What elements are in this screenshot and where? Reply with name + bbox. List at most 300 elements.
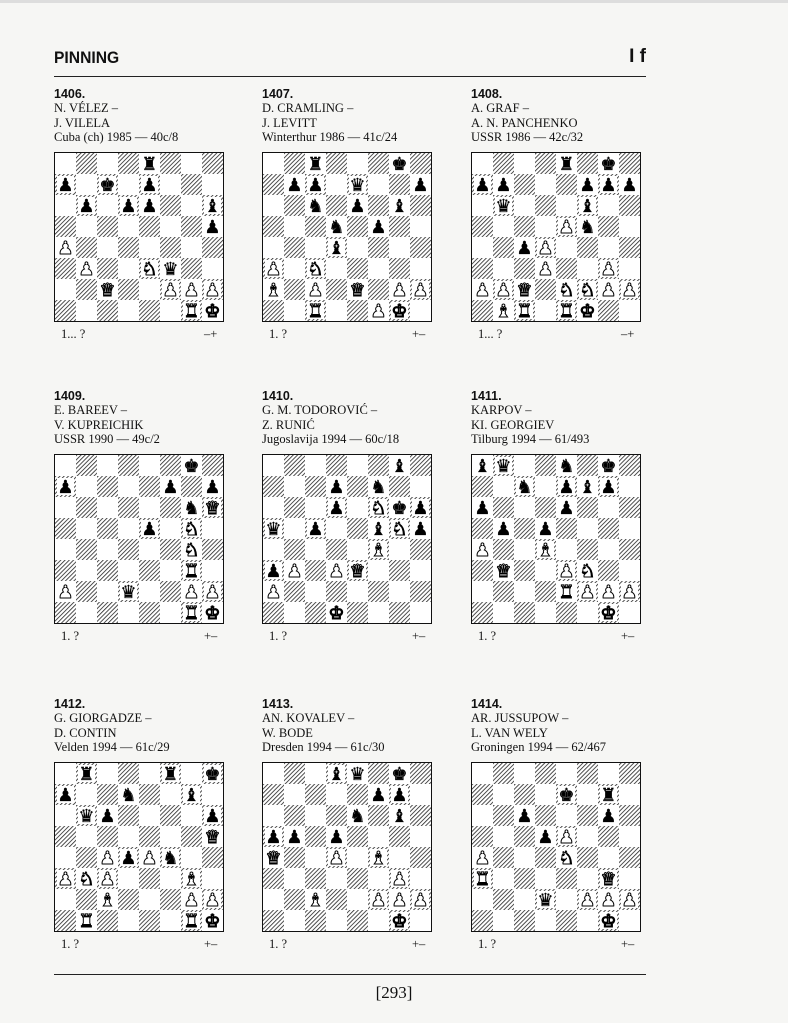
light-square	[263, 497, 284, 518]
dark-square	[55, 518, 76, 539]
dark-square	[410, 237, 431, 258]
black-knight-icon: ♞	[328, 217, 345, 238]
dark-square	[535, 279, 556, 300]
white-pawn-icon: ♟	[57, 238, 74, 259]
white-knight-icon: ♞	[183, 519, 200, 540]
dark-square	[514, 560, 535, 581]
dark-square	[577, 847, 598, 868]
black-pawn-icon: ♟	[120, 848, 137, 869]
black-player: Z. RUNIĆ	[262, 417, 315, 432]
white-knight-icon: ♞	[307, 259, 324, 280]
black-queen-icon: ♛	[537, 890, 554, 911]
black-bishop-icon: ♝	[328, 238, 345, 259]
light-square	[284, 868, 305, 889]
dark-square	[181, 476, 202, 497]
light-square	[97, 237, 118, 258]
light-square	[76, 216, 97, 237]
chess-board	[262, 152, 432, 322]
dark-square	[619, 153, 640, 174]
light-square	[76, 602, 97, 623]
white-player: N. VÉLEZ –	[54, 101, 118, 115]
dark-square	[326, 581, 347, 602]
white-knight-icon: ♞	[141, 259, 158, 280]
light-square	[305, 455, 326, 476]
white-queen-icon: ♛	[349, 280, 366, 301]
event-source: Velden 1994 — 61c/29	[54, 740, 170, 754]
dark-square	[97, 560, 118, 581]
white-queen-icon: ♛	[204, 498, 221, 519]
black-rook-icon: ♜	[141, 154, 158, 175]
black-queen-icon: ♛	[349, 175, 366, 196]
black-rook-icon: ♜	[78, 764, 95, 785]
white-pawn-icon: ♟	[621, 582, 638, 603]
white-pawn-icon: ♟	[162, 280, 179, 301]
black-player: KI. GEORGIEV	[471, 417, 555, 432]
event-source: USSR 1990 — 49c/2	[54, 432, 160, 446]
light-square	[97, 497, 118, 518]
event-source: Tilburg 1994 — 61/493	[471, 432, 590, 446]
white-pawn-icon: ♟	[579, 582, 596, 603]
black-player: V. KUPREICHIK	[54, 417, 144, 432]
white-pawn-icon: ♟	[78, 259, 95, 280]
white-rook-icon: ♜	[307, 301, 324, 321]
white-player: D. CRAMLING –	[262, 101, 354, 115]
black-pawn-icon: ♟	[558, 477, 575, 498]
white-pawn-icon: ♟	[474, 848, 491, 869]
dark-square	[410, 195, 431, 216]
chess-problem	[471, 87, 641, 341]
board-svg	[472, 153, 640, 321]
dark-square	[97, 826, 118, 847]
dark-square	[514, 258, 535, 279]
light-square	[55, 497, 76, 518]
black-pawn-icon: ♟	[286, 827, 303, 848]
board-svg	[263, 763, 431, 931]
light-square	[368, 602, 389, 623]
light-square	[472, 889, 493, 910]
dark-square	[139, 910, 160, 931]
dark-square	[598, 300, 619, 321]
light-square	[97, 153, 118, 174]
chess-board	[471, 152, 641, 322]
light-square	[514, 581, 535, 602]
section-title: PINNING	[54, 48, 120, 67]
white-pawn-icon: ♟	[412, 890, 429, 911]
dark-square	[514, 602, 535, 623]
dark-square	[535, 153, 556, 174]
light-square	[472, 581, 493, 602]
white-knight-icon: ♞	[579, 561, 596, 582]
task-prompt: 1. ?	[478, 629, 497, 643]
white-knight-icon: ♞	[579, 280, 596, 301]
dark-square	[619, 497, 640, 518]
black-pawn-icon: ♟	[57, 175, 74, 196]
light-square	[472, 805, 493, 826]
dark-square	[160, 581, 181, 602]
black-bishop-icon: ♝	[391, 196, 408, 217]
light-square	[263, 763, 284, 784]
white-king-icon: ♚	[204, 911, 221, 931]
white-king-icon: ♚	[600, 603, 617, 623]
light-square	[97, 455, 118, 476]
black-pawn-icon: ♟	[328, 827, 345, 848]
black-pawn-icon: ♟	[120, 196, 137, 217]
white-pawn-icon: ♟	[537, 238, 554, 259]
task-prompt: 1... ?	[61, 327, 86, 341]
dark-square	[118, 153, 139, 174]
task-prompt: 1. ?	[269, 629, 288, 643]
dark-square	[556, 258, 577, 279]
black-queen-icon: ♛	[265, 519, 282, 540]
light-square	[389, 237, 410, 258]
light-square	[326, 868, 347, 889]
chess-board	[262, 454, 432, 624]
light-square	[160, 300, 181, 321]
light-square	[514, 195, 535, 216]
dark-square	[577, 455, 598, 476]
light-square	[410, 910, 431, 931]
dark-square	[284, 237, 305, 258]
white-pawn-icon: ♟	[57, 582, 74, 603]
white-king-icon: ♚	[579, 301, 596, 321]
dark-square	[139, 300, 160, 321]
dark-square	[410, 153, 431, 174]
task-prompt: 1. ?	[478, 937, 497, 951]
light-square	[305, 581, 326, 602]
result-evaluation: +–	[412, 937, 426, 951]
task-prompt: 1. ?	[269, 937, 288, 951]
light-square	[619, 910, 640, 931]
black-pawn-icon: ♟	[99, 806, 116, 827]
problem-number: 1413.	[262, 697, 294, 711]
light-square	[410, 216, 431, 237]
chess-problem	[471, 697, 641, 951]
light-square	[284, 784, 305, 805]
light-square	[118, 826, 139, 847]
black-pawn-icon: ♟	[349, 196, 366, 217]
light-square	[619, 300, 640, 321]
light-square	[347, 455, 368, 476]
dark-square	[284, 455, 305, 476]
dark-square	[389, 826, 410, 847]
white-rook-icon: ♜	[78, 911, 95, 931]
board-svg	[263, 153, 431, 321]
light-square	[598, 195, 619, 216]
dark-square	[493, 581, 514, 602]
light-square	[493, 216, 514, 237]
event-source: Winterthur 1986 — 41c/24	[262, 130, 398, 144]
dark-square	[389, 476, 410, 497]
white-pawn-icon: ♟	[600, 280, 617, 301]
light-square	[514, 497, 535, 518]
white-pawn-icon: ♟	[558, 827, 575, 848]
dark-square	[556, 174, 577, 195]
light-square	[202, 518, 223, 539]
light-square	[263, 889, 284, 910]
dark-square	[493, 763, 514, 784]
dark-square	[556, 602, 577, 623]
header-rule	[54, 76, 646, 77]
light-square	[389, 539, 410, 560]
dark-square	[556, 868, 577, 889]
dark-square	[284, 847, 305, 868]
dark-square	[76, 455, 97, 476]
dark-square	[577, 497, 598, 518]
black-pawn-icon: ♟	[600, 477, 617, 498]
dark-square	[160, 805, 181, 826]
light-square	[263, 153, 284, 174]
light-square	[368, 258, 389, 279]
dark-square	[305, 826, 326, 847]
light-square	[202, 174, 223, 195]
light-square	[410, 784, 431, 805]
problem-number: 1409.	[54, 389, 86, 403]
footer-rule	[54, 974, 646, 975]
light-square	[284, 910, 305, 931]
white-pawn-icon: ♟	[204, 582, 221, 603]
light-square	[139, 279, 160, 300]
black-pawn-icon: ♟	[579, 175, 596, 196]
light-square	[472, 237, 493, 258]
event-source: Jugoslavija 1994 — 60c/18	[262, 432, 400, 446]
black-pawn-icon: ♟	[78, 196, 95, 217]
black-player: A. N. PANCHENKO	[471, 115, 578, 130]
white-queen-icon: ♛	[265, 848, 282, 869]
dark-square	[577, 805, 598, 826]
light-square	[305, 497, 326, 518]
black-knight-icon: ♞	[516, 477, 533, 498]
dark-square	[619, 805, 640, 826]
light-square	[535, 174, 556, 195]
dark-square	[263, 216, 284, 237]
white-pawn-icon: ♟	[99, 869, 116, 890]
chess-problem	[262, 87, 432, 341]
black-king-icon: ♚	[183, 456, 200, 477]
light-square	[577, 518, 598, 539]
black-pawn-icon: ♟	[307, 175, 324, 196]
dark-square	[368, 455, 389, 476]
dark-square	[97, 216, 118, 237]
light-square	[263, 455, 284, 476]
black-player: J. VILELA	[54, 115, 111, 130]
light-square	[535, 300, 556, 321]
white-pawn-icon: ♟	[286, 561, 303, 582]
white-pawn-icon: ♟	[600, 259, 617, 280]
black-bishop-icon: ♝	[204, 196, 221, 217]
dark-square	[326, 153, 347, 174]
dark-square	[326, 889, 347, 910]
dark-square	[514, 868, 535, 889]
result-evaluation: –+	[621, 327, 635, 341]
black-pawn-icon: ♟	[141, 196, 158, 217]
dark-square	[181, 216, 202, 237]
light-square	[493, 910, 514, 931]
dark-square	[202, 237, 223, 258]
chess-problem	[54, 389, 224, 643]
dark-square	[160, 153, 181, 174]
result-evaluation: +–	[412, 327, 426, 341]
light-square	[514, 889, 535, 910]
white-pawn-icon: ♟	[141, 848, 158, 869]
board-svg	[263, 455, 431, 623]
dark-square	[556, 518, 577, 539]
light-square	[55, 279, 76, 300]
light-square	[118, 174, 139, 195]
white-pawn-icon: ♟	[391, 280, 408, 301]
light-square	[305, 847, 326, 868]
dark-square	[160, 195, 181, 216]
light-square	[347, 539, 368, 560]
black-king-icon: ♚	[600, 456, 617, 477]
white-pawn-icon: ♟	[183, 280, 200, 301]
light-square	[619, 560, 640, 581]
light-square	[160, 868, 181, 889]
black-bishop-icon: ♝	[391, 806, 408, 827]
white-pawn-icon: ♟	[370, 890, 387, 911]
event-source: USSR 1986 — 42c/32	[471, 130, 584, 144]
white-pawn-icon: ♟	[474, 280, 491, 301]
light-square	[619, 784, 640, 805]
light-square	[598, 237, 619, 258]
dark-square	[97, 518, 118, 539]
dark-square	[368, 805, 389, 826]
white-pawn-icon: ♟	[391, 890, 408, 911]
light-square	[55, 195, 76, 216]
black-queen-icon: ♛	[349, 764, 366, 785]
dark-square	[97, 602, 118, 623]
light-square	[514, 153, 535, 174]
dark-square	[284, 581, 305, 602]
dark-square	[347, 216, 368, 237]
dark-square	[389, 258, 410, 279]
white-player: G. GIORGADZE –	[54, 711, 152, 725]
light-square	[619, 826, 640, 847]
light-square	[598, 539, 619, 560]
black-pawn-icon: ♟	[600, 175, 617, 196]
dark-square	[160, 237, 181, 258]
light-square	[160, 560, 181, 581]
black-pawn-icon: ♟	[162, 477, 179, 498]
light-square	[326, 518, 347, 539]
black-pawn-icon: ♟	[412, 519, 429, 540]
dark-square	[76, 153, 97, 174]
light-square	[577, 910, 598, 931]
black-rook-icon: ♜	[558, 154, 575, 175]
white-pawn-icon: ♟	[204, 890, 221, 911]
board-svg	[55, 455, 223, 623]
dark-square	[305, 784, 326, 805]
light-square	[326, 300, 347, 321]
task-prompt: 1... ?	[478, 327, 503, 341]
light-square	[472, 195, 493, 216]
light-square	[535, 216, 556, 237]
white-pawn-icon: ♟	[391, 869, 408, 890]
dark-square	[535, 763, 556, 784]
dark-square	[493, 153, 514, 174]
light-square	[577, 258, 598, 279]
white-queen-icon: ♛	[349, 561, 366, 582]
light-square	[535, 476, 556, 497]
dark-square	[472, 560, 493, 581]
black-knight-icon: ♞	[120, 785, 137, 806]
dark-square	[347, 476, 368, 497]
dark-square	[118, 763, 139, 784]
black-pawn-icon: ♟	[307, 519, 324, 540]
dark-square	[181, 258, 202, 279]
light-square	[535, 602, 556, 623]
dark-square	[160, 889, 181, 910]
light-square	[55, 153, 76, 174]
section-code: I f	[629, 46, 646, 67]
white-player: E. BAREEV –	[54, 403, 128, 417]
problem-number: 1414.	[471, 697, 503, 711]
light-square	[181, 847, 202, 868]
dark-square	[535, 455, 556, 476]
white-bishop-icon: ♝	[99, 890, 116, 911]
light-square	[118, 518, 139, 539]
light-square	[493, 258, 514, 279]
dark-square	[118, 237, 139, 258]
light-square	[619, 216, 640, 237]
light-square	[284, 476, 305, 497]
light-square	[181, 237, 202, 258]
chess-board	[54, 152, 224, 322]
dark-square	[472, 300, 493, 321]
dark-square	[118, 539, 139, 560]
dark-square	[368, 581, 389, 602]
black-pawn-icon: ♟	[516, 238, 533, 259]
light-square	[368, 826, 389, 847]
dark-square	[410, 805, 431, 826]
light-square	[139, 455, 160, 476]
black-pawn-icon: ♟	[286, 175, 303, 196]
white-pawn-icon: ♟	[57, 869, 74, 890]
light-square	[284, 300, 305, 321]
dark-square	[284, 279, 305, 300]
light-square	[410, 602, 431, 623]
light-square	[619, 476, 640, 497]
light-square	[181, 153, 202, 174]
black-bishop-icon: ♝	[474, 456, 491, 477]
black-bishop-icon: ♝	[391, 456, 408, 477]
white-king-icon: ♚	[391, 911, 408, 931]
light-square	[55, 889, 76, 910]
dark-square	[139, 216, 160, 237]
white-king-icon: ♚	[600, 911, 617, 931]
light-square	[55, 455, 76, 476]
light-square	[619, 602, 640, 623]
light-square	[202, 868, 223, 889]
dark-square	[472, 826, 493, 847]
dark-square	[410, 581, 431, 602]
chess-problem	[471, 389, 641, 643]
light-square	[284, 518, 305, 539]
light-square	[139, 539, 160, 560]
light-square	[305, 805, 326, 826]
black-pawn-icon: ♟	[412, 498, 429, 519]
black-queen-icon: ♛	[495, 196, 512, 217]
light-square	[118, 868, 139, 889]
dark-square	[118, 455, 139, 476]
light-square	[118, 300, 139, 321]
dark-square	[326, 195, 347, 216]
light-square	[535, 868, 556, 889]
light-square	[347, 581, 368, 602]
dark-square	[619, 763, 640, 784]
dark-square	[55, 300, 76, 321]
dark-square	[535, 847, 556, 868]
black-bishop-icon: ♝	[328, 764, 345, 785]
